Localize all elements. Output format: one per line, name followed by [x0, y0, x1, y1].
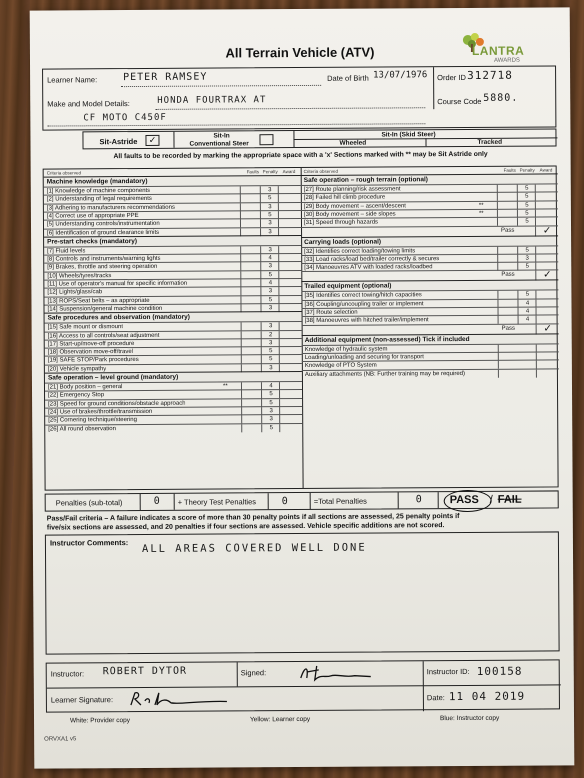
sit-in-label: Sit-In	[213, 132, 230, 140]
penalty-value: 3	[260, 246, 279, 254]
criteria-text: [35] Identifies correct towing/hitch capacities	[304, 292, 422, 300]
penalty-value: 3	[517, 254, 536, 262]
penalty-value: 3	[261, 339, 280, 347]
penalty-value: 5	[517, 246, 536, 254]
criteria-text: [4] Correct use of appropriate PPE	[46, 212, 139, 220]
date-label: Date:	[426, 693, 445, 703]
logo-subtext: AWARDS	[493, 57, 520, 64]
faults-cell[interactable]	[241, 424, 260, 432]
penalty-value: 5	[260, 296, 279, 304]
instructor-label: Instructor:	[50, 669, 85, 679]
criteria-grid	[43, 165, 559, 490]
criteria-text: [19] SAFE STOP/Park procedures	[47, 357, 139, 364]
learner-signature-label: Learner Signature:	[50, 695, 114, 705]
criteria-text: Loading/unloading and securing for transport	[304, 354, 424, 361]
section-heading: Safe operation – rough terrain (optional)	[301, 173, 558, 186]
section-heading: Machine knowledge (mandatory)	[44, 175, 301, 188]
instructor-comments-box	[45, 531, 560, 654]
criteria-text: [5] Understanding controls/instrumentation	[46, 221, 160, 228]
seating-type-row	[82, 128, 556, 149]
criteria-text: [15] Safe mount or dismount	[47, 324, 124, 331]
penalty-value: 4	[518, 308, 537, 316]
subtotal-value[interactable]: 0	[153, 495, 161, 507]
date-value[interactable]: 11 04 2019	[448, 689, 526, 704]
comments-value[interactable]: ALL AREAS COVERED WELL DONE	[141, 541, 367, 555]
criteria-row	[45, 422, 302, 433]
criteria-text: [1] Knowledge of machine components	[46, 187, 151, 195]
section-heading: Additional equipment (non-assessed) Tick if included	[302, 333, 559, 346]
wheeled-label[interactable]: Wheeled	[339, 139, 367, 147]
penalty-value: 5	[517, 209, 536, 217]
atv-assessment-form	[30, 7, 575, 768]
faults-col-header: Faults	[246, 169, 259, 175]
penalty-value: 5	[261, 347, 280, 355]
penalty-value: 3	[260, 186, 279, 194]
sit-astride-marker: **	[478, 210, 484, 217]
award-cell[interactable]	[536, 369, 559, 377]
penalty-value: 4	[518, 316, 537, 324]
pass-checkbox[interactable]: ✓	[536, 324, 559, 334]
dob-label: Date of Birth	[327, 73, 369, 83]
pass-checkbox[interactable]: ✓	[535, 226, 558, 236]
learner-signature[interactable]	[127, 688, 237, 711]
penalty-value: 3	[260, 228, 279, 236]
learner-name-value[interactable]: PETER RAMSEY	[123, 71, 208, 84]
yellow-copy-label: Yellow: Learner copy	[250, 715, 311, 724]
criteria-text: [29] Body movement – ascent/descent	[303, 202, 406, 210]
skid-steer-label: Sit-In (Skid Steer)	[381, 131, 436, 139]
total-value[interactable]: 0	[415, 494, 423, 506]
criteria-row	[302, 368, 559, 379]
penalty-value: 5	[261, 390, 280, 398]
section-heading: Pre-start checks (mandatory)	[44, 235, 301, 248]
make-model-line1[interactable]: HONDA FOURTRAX AT	[157, 95, 267, 106]
tracked-label[interactable]: Tracked	[477, 138, 503, 146]
form-code: ORVXA1 v5	[44, 736, 77, 743]
criteria-text: [26] All round observation	[48, 425, 116, 433]
learner-details-box	[42, 65, 556, 130]
blue-copy-label: Blue: Instructor copy	[440, 714, 500, 723]
pass-label: Pass	[501, 227, 515, 234]
white-copy-label: White: Provider copy	[70, 717, 131, 725]
award-col-header: Award	[539, 167, 553, 173]
criteria-text: [8] Controls and instruments/warning lights	[47, 255, 161, 263]
penalty-value: 3	[260, 219, 279, 227]
penalty-value: 5	[517, 291, 536, 299]
pass-label: Pass	[501, 325, 516, 332]
criteria-text: [13] ROPS/Seat belts – as appropriate	[47, 297, 150, 305]
penalty-value: 5	[260, 271, 279, 279]
criteria-text: [32] Identifies correct loading/towing limits	[304, 247, 416, 255]
criteria-text: [3] Adhering to manufacturers recommendations	[46, 204, 175, 212]
criteria-text: [37] Route selection	[304, 309, 358, 316]
penalty-value: 3	[260, 203, 279, 211]
course-code-label: Course Code	[437, 96, 482, 107]
criteria-text: Knowledge of PTO System	[304, 362, 377, 370]
penalty-value: 3	[260, 304, 279, 312]
criteria-text: [7] Fluid levels	[47, 248, 86, 255]
conventional-steer-checkbox[interactable]	[259, 134, 273, 145]
criteria-text: [21] Body position – general	[47, 384, 123, 391]
section-heading: Trailed equipment (optional)	[301, 280, 558, 293]
order-id-value[interactable]: 312718	[467, 68, 513, 82]
pass-label: Pass	[501, 272, 515, 279]
instructor-value[interactable]: ROBERT DYTOR	[102, 665, 188, 678]
criteria-col-header: Criteria observed	[46, 170, 81, 176]
make-model-label: Make and Model Details:	[47, 99, 130, 109]
criteria-text: [9] Brakes, throttle and steering operation	[47, 264, 158, 271]
criteria-text: [30] Body movement – side slopes	[303, 211, 396, 218]
penalty-value: 5	[517, 218, 536, 226]
section-heading: Safe procedures and observation (mandatory)	[45, 311, 302, 324]
sit-astride-checkbox[interactable]	[145, 135, 159, 146]
theory-label: + Theory Test Penalties	[177, 497, 257, 507]
faults-cell[interactable]	[498, 369, 517, 377]
penalty-value: 3	[261, 322, 280, 330]
penalty-value: 3	[260, 287, 279, 295]
pass-result[interactable]: PASS	[449, 493, 479, 507]
sit-astride-marker: **	[222, 383, 228, 390]
penalty-col-header: Penalty	[262, 169, 278, 175]
penalty-value: 4	[260, 279, 279, 287]
signed-label: Signed:	[240, 668, 267, 678]
learner-name-label: Learner Name:	[47, 75, 98, 85]
criteria-text: [16] Access to all controls/seat adjustment	[47, 332, 160, 340]
penalty-totals-row: Penalties (sub-total) 0 + Theory Test Penalties 0 =Total Penalties 0 PASS / FAIL	[45, 490, 559, 511]
criteria-text: [28] Failed hill climb procedure	[303, 194, 386, 202]
criteria-text: [6] Identification of ground clearance limits	[47, 229, 160, 237]
criteria-text: [38] Manoeuvres with hitched trailer/implement	[304, 317, 429, 325]
criteria-text: [33] Load racks/load bed/trailer correctly & secures	[304, 255, 440, 263]
instructor-id-label: Instructor ID:	[426, 666, 470, 677]
form-title: All Terrain Vehicle (ATV)	[225, 44, 375, 61]
criteria-text: [27] Route planning/risk assessment	[303, 186, 401, 193]
penalty-value: 5	[517, 193, 536, 201]
criteria-text: [18] Observation move-off/travel	[47, 349, 134, 356]
total-label: =Total Penalties	[313, 496, 367, 506]
penalty-col-header: Penalty	[519, 167, 535, 173]
sit-astride-check: ✓	[148, 134, 157, 145]
fail-result[interactable]: FAIL	[497, 493, 522, 506]
signature-box	[46, 659, 560, 712]
criteria-text: Knowledge of hydraulic system	[304, 346, 388, 353]
left-criteria-column	[44, 168, 303, 492]
dob-value[interactable]: 13/07/1976	[373, 70, 428, 81]
penalty-value: 3	[261, 407, 280, 415]
penalty-value: 4	[260, 254, 279, 262]
penalty-value: 5	[261, 356, 280, 364]
theory-value[interactable]: 0	[281, 496, 289, 508]
criteria-text: [17] Start-up/move-off procedure	[47, 340, 135, 348]
make-model-line2[interactable]: CF MOTO C450F	[83, 112, 167, 124]
award-col-header: Award	[282, 169, 296, 175]
pass-checkbox[interactable]: ✓	[535, 271, 558, 281]
subtotal-label: Penalties (sub-total)	[55, 498, 123, 508]
penalty-value: 5	[517, 201, 536, 209]
faults-col-header: Faults	[503, 167, 516, 173]
penalty-value: 5	[260, 194, 279, 202]
criteria-text: [2] Understanding of legal requirements	[46, 196, 152, 203]
penalty-value: 4	[261, 382, 280, 390]
penalty-value: 5	[261, 424, 280, 432]
penalty-value: 2	[261, 331, 280, 339]
penalty-value: 5	[261, 399, 280, 407]
instructor-signature[interactable]	[297, 664, 377, 684]
section-heading: Carrying loads (optional)	[301, 235, 558, 248]
criteria-col-header: Criteria observed	[303, 168, 338, 174]
logo-text: LANTRA	[471, 43, 525, 58]
criteria-text: [34] Manoeuvres ATV with loaded racks/loadbed	[304, 264, 433, 272]
criteria-text: [12] Lights/glass/cab	[47, 289, 103, 296]
penalty-value: 5	[517, 185, 536, 193]
penalty-value: 3	[261, 364, 280, 372]
sit-astride-label: Sit-Astride	[99, 137, 138, 147]
criteria-text: [10] Wheels/tyres/tracks	[47, 272, 112, 280]
criteria-text: Auxiliary attachments (NB: Further training may be required)	[304, 370, 466, 378]
order-id-label: Order ID	[437, 72, 466, 83]
criteria-text: [24] Use of brakes/throttle/transmission	[48, 408, 153, 416]
penalty-value: 3	[261, 415, 280, 423]
award-cell[interactable]	[279, 423, 302, 431]
criteria-text: [31] Speed through hazards	[303, 219, 379, 227]
criteria-text-line2: five/six sections are assessed, and 20 penalties if four sections are assessed. Vehicle specific additions are not scored.	[46, 522, 445, 532]
criteria-text: [36] Coupling/uncoupling trailer or implement	[304, 300, 424, 308]
penalty-value: 4	[517, 299, 536, 307]
criteria-text: [20] Vehicle sympathy	[47, 365, 107, 373]
penalty-value: 5	[260, 211, 279, 219]
criteria-text: [11] Use of operator's manual for specific information	[47, 280, 188, 288]
criteria-text: [22] Emergency Stop	[48, 392, 105, 399]
section-heading: Safe operation – level ground (mandatory)	[45, 371, 302, 384]
fault-instruction: All faults to be recorded by marking the appropriate space with a 'x' Sections marked with ** may be Sit Astride only	[113, 150, 488, 161]
criteria-text: [14] Suspension/general machine condition	[47, 305, 163, 313]
conventional-steer-label: Conventional Steer	[189, 140, 249, 148]
sit-astride-marker: **	[478, 202, 484, 209]
right-criteria-column	[301, 166, 560, 490]
criteria-text-line1: Pass/Fail criteria – A failure indicates a score of more than 30 penalty points if all sections are assessed, 25 penalty points if	[46, 513, 460, 523]
pass-fail-criteria	[47, 511, 559, 532]
criteria-text: [25] Cornering technique/steering	[48, 417, 137, 424]
comments-label: Instructor Comments:	[49, 538, 129, 548]
course-code-value[interactable]: 5880.	[483, 92, 519, 104]
penalty-value: 3	[260, 263, 279, 271]
instructor-id-value[interactable]: 100158	[476, 664, 523, 678]
penalty-value: 5	[517, 263, 536, 271]
criteria-text: [23] Speed for ground conditions/obstacle approach	[48, 400, 186, 408]
